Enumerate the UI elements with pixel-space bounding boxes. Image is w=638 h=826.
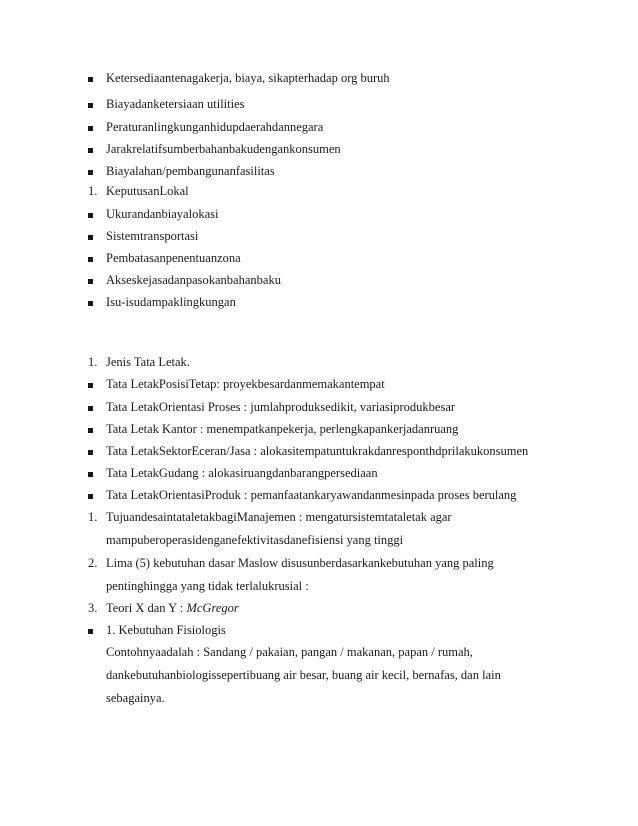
- bullet-marker: [88, 376, 106, 392]
- text-line: mampuberoperasidenganefektivitasdanefisiensi yang tinggi: [106, 533, 404, 547]
- number-marker: 1.: [88, 355, 98, 369]
- list-item: [88, 465, 598, 481]
- bullet-marker: [88, 487, 106, 503]
- text-line: dankebutuhanbiologissepertibuang air besar, buang air kecil, bernafas, dan lain: [106, 668, 501, 682]
- bullet-marker: [88, 622, 106, 638]
- list-item: [88, 443, 598, 459]
- list-item: [88, 141, 598, 157]
- numbered-item-text: [106, 555, 598, 594]
- list-item: [88, 421, 598, 437]
- list-item-text: Tata LetakGudang : alokasiruangdanbarangpersediaan: [106, 466, 378, 480]
- text-line: Lima (5) kebutuhan dasar Maslow disusunberdasarkankebutuhan yang paling: [106, 556, 494, 570]
- bullet-marker: [88, 228, 106, 244]
- text-line: pentinghingga yang tidak terlalukrusial :: [106, 579, 309, 593]
- list-item: [88, 228, 598, 244]
- list-item-text: Peraturanlingkunganhidupdaerahdannegara: [106, 120, 324, 134]
- bullet-marker: [88, 206, 106, 222]
- list-item: [88, 96, 598, 112]
- list-item: [88, 119, 598, 135]
- list-item-text: [106, 622, 598, 706]
- list-item-text: Tata Letak Kantor : menempatkanpekerja, perlengkapankerjadanruang: [106, 422, 459, 436]
- list-item: [88, 376, 598, 392]
- list-item: [88, 294, 598, 310]
- list-item-text: Jarakrelatifsumberbahanbakudengankonsumen: [106, 142, 341, 156]
- number-marker: 1.: [88, 510, 98, 524]
- bullet-marker: [88, 250, 106, 266]
- list-item: [88, 250, 598, 266]
- list-item: [88, 399, 598, 415]
- number-marker: 1.: [88, 184, 98, 198]
- bullet-marker: [88, 443, 106, 459]
- list-item-text: Biayalahan/pembangunanfasilitas: [106, 164, 275, 178]
- numbered-item: [88, 183, 598, 199]
- list-item-text: Akseskejasadanpasokanbahanbaku: [106, 273, 281, 287]
- bullet-marker: [88, 70, 106, 86]
- list-item-text: Biayadanketersiaan utilities: [106, 97, 245, 111]
- list-item-text: Tata LetakOrientasiProduk : pemanfaatankaryawandanmesinpada proses berulang: [106, 488, 517, 502]
- list-item-text: Isu-isudampaklingkungan: [106, 295, 236, 309]
- bullet-marker: [88, 399, 106, 415]
- author-name: McGregor: [186, 601, 239, 615]
- bullet-marker: [88, 163, 106, 179]
- list-item: [88, 622, 598, 706]
- list-item: [88, 487, 598, 503]
- list-item: [88, 163, 598, 179]
- text-line: sebagainya.: [106, 691, 165, 705]
- numbered-item-text: [106, 509, 598, 548]
- numbered-item: [88, 354, 598, 370]
- number-marker: 3.: [88, 601, 98, 615]
- numbered-item-text: [106, 600, 598, 616]
- bullet-marker: [88, 421, 106, 437]
- list-item-text: Ketersediaantenagakerja, biaya, sikapterhadap org buruh: [106, 71, 390, 85]
- list-item: [88, 206, 598, 222]
- numbered-item: [88, 600, 598, 616]
- bullet-marker: [88, 119, 106, 135]
- list-item-text: Tata LetakOrientasi Proses : jumlahproduksedikit, variasiprodukbesar: [106, 400, 456, 414]
- list-item-text: Tata LetakPosisiTetap: proyekbesardanmemakantempat: [106, 377, 385, 391]
- text-line: 1. Kebutuhan Fisiologis: [106, 623, 226, 637]
- bullet-marker: [88, 465, 106, 481]
- number-marker: 2.: [88, 556, 98, 570]
- list-item-text: Sistemtransportasi: [106, 229, 199, 243]
- numbered-item-text: KeputusanLokal: [106, 184, 189, 198]
- numbered-item-text: Jenis Tata Letak.: [106, 355, 190, 369]
- list-item: [88, 70, 598, 86]
- text-line: Contohnyaadalah : Sandang / pakaian, pangan / makanan, papan / rumah,: [106, 645, 473, 659]
- numbered-item: [88, 555, 598, 594]
- theory-text: Teori X dan Y :: [106, 601, 187, 615]
- bullet-marker: [88, 294, 106, 310]
- bullet-marker: [88, 96, 106, 112]
- numbered-item: [88, 509, 598, 548]
- list-item: [88, 272, 598, 288]
- bullet-marker: [88, 272, 106, 288]
- list-item-text: Ukurandanbiayalokasi: [106, 207, 219, 221]
- list-item-text: Tata LetakSektorEceran/Jasa : alokasitempatuntukrakdanresponthdprilakukonsumen: [106, 444, 529, 458]
- text-line: TujuandesaintataletakbagiManajemen : mengatursistemtataletak agar: [106, 510, 452, 524]
- bullet-marker: [88, 141, 106, 157]
- list-item-text: Pembatasanpenentuanzona: [106, 251, 241, 265]
